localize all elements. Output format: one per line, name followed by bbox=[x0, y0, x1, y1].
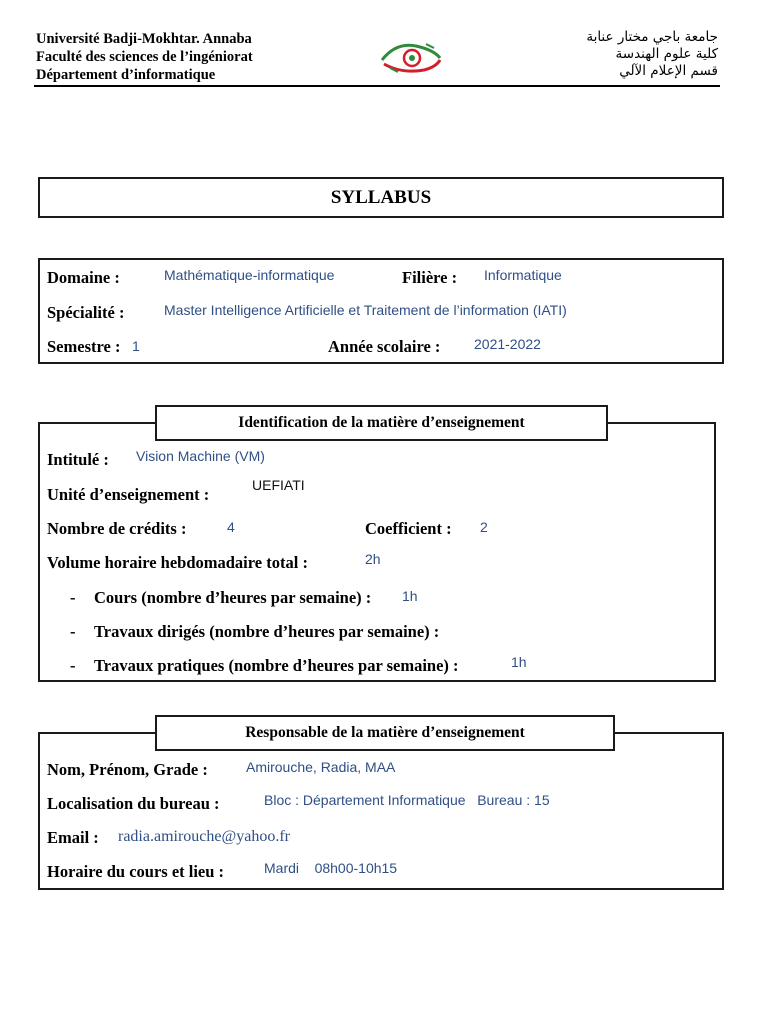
semestre-value: 1 bbox=[132, 338, 140, 354]
intitule-label: Intitulé : bbox=[47, 450, 109, 469]
identification-heading: Identification de la matière d’enseignement bbox=[155, 405, 608, 441]
bureau-label: Localisation du bureau : bbox=[47, 794, 220, 813]
annee-value: 2021-2022 bbox=[474, 336, 541, 352]
semestre-label: Semestre : bbox=[47, 337, 121, 356]
responsable-box bbox=[38, 732, 724, 890]
volume-label: Volume horaire hebdomadaire total : bbox=[47, 553, 308, 572]
identification-box bbox=[38, 422, 716, 682]
header-right bbox=[586, 29, 718, 80]
annee-label: Année scolaire : bbox=[328, 337, 441, 356]
credits-label: Nombre de crédits : bbox=[47, 519, 187, 538]
department-name: Département d’informatique bbox=[36, 67, 216, 83]
cours-dash: - bbox=[70, 588, 76, 607]
nom-label: Nom, Prénom, Grade : bbox=[47, 760, 208, 779]
td-label: Travaux dirigés (nombre d’heures par semaine) : bbox=[94, 622, 440, 641]
volume-value: 2h bbox=[365, 551, 381, 567]
faculty-name: Faculté des sciences de l’ingéniorat bbox=[36, 49, 253, 65]
cours-label: Cours (nombre d’heures par semaine) : bbox=[94, 588, 372, 607]
email-label: Email : bbox=[47, 828, 99, 847]
filiere-value: Informatique bbox=[484, 267, 562, 283]
bureau-value: Bloc : Département Informatique Bureau : 15 bbox=[264, 792, 550, 808]
responsable-heading: Responsable de la matière d’enseignement bbox=[155, 715, 615, 751]
horaire-value: Mardi 08h00-10h15 bbox=[264, 860, 398, 876]
cours-value: 1h bbox=[402, 588, 418, 604]
domaine-value: Mathématique-informatique bbox=[164, 267, 335, 283]
specialite-value: Master Intelligence Artificielle et Traitement de l’information (IATI) bbox=[164, 302, 567, 318]
horaire-label: Horaire du cours et lieu : bbox=[47, 862, 225, 881]
tp-value: 1h bbox=[511, 654, 527, 670]
unite-label: Unité d’enseignement : bbox=[47, 485, 210, 504]
coefficient-label: Coefficient : bbox=[365, 519, 452, 538]
university-name-ar: جامعة باجي مختار عنابة bbox=[586, 29, 718, 45]
credits-value: 4 bbox=[227, 519, 235, 535]
tp-dash: - bbox=[70, 656, 76, 675]
tp-label: Travaux pratiques (nombre d’heures par semaine) : bbox=[94, 656, 459, 675]
department-name-ar: قسم الإعلام الآلي bbox=[619, 63, 718, 79]
intitule-value: Vision Machine (VM) bbox=[136, 448, 265, 464]
header-divider bbox=[34, 85, 720, 87]
domaine-label: Domaine : bbox=[47, 268, 120, 287]
specialite-label: Spécialité : bbox=[47, 303, 125, 322]
coefficient-value: 2 bbox=[480, 519, 488, 535]
syllabus-title: SYLLABUS bbox=[38, 177, 724, 218]
university-logo-icon bbox=[376, 38, 446, 78]
td-dash: - bbox=[70, 622, 76, 641]
university-name: Université Badji-Mokhtar. Annaba bbox=[36, 31, 252, 47]
email-value[interactable]: radia.amirouche@yahoo.fr bbox=[118, 828, 290, 845]
unite-value: UEFIATI bbox=[252, 477, 305, 493]
header-left bbox=[36, 30, 253, 84]
faculty-name-ar: كلية علوم الهندسة bbox=[615, 46, 718, 62]
program-box bbox=[38, 258, 724, 364]
filiere-label: Filière : bbox=[402, 268, 458, 287]
nom-value: Amirouche, Radia, MAA bbox=[246, 759, 396, 775]
